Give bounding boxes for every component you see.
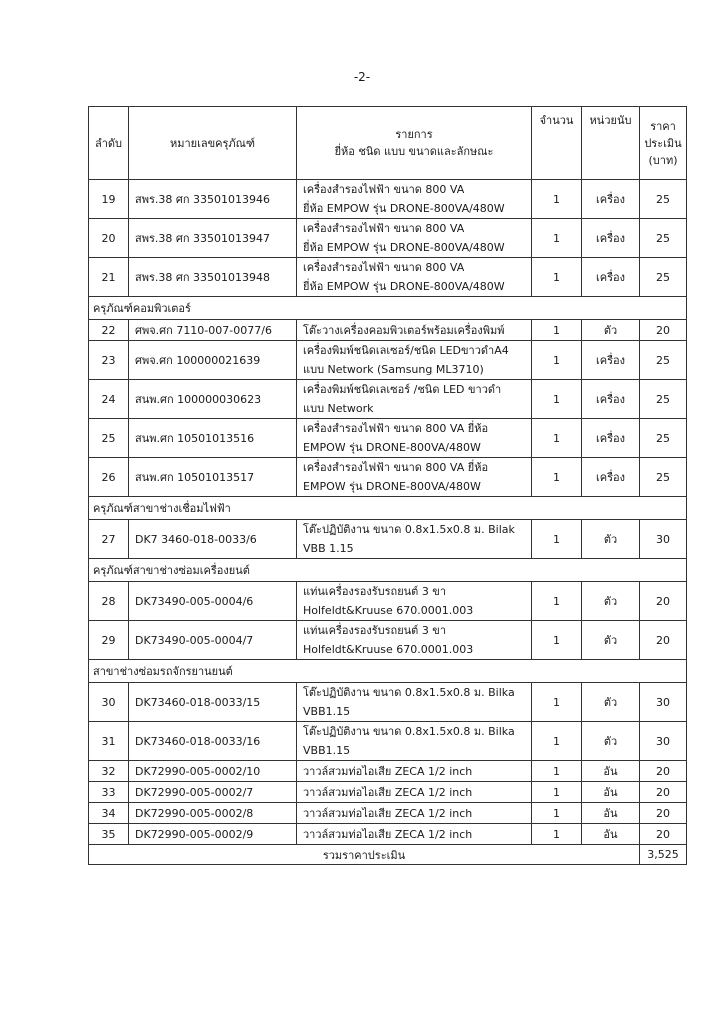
description-line2: VBB1.15 [303, 744, 351, 757]
asset-code: DK73460-018-0033/15 [129, 683, 297, 722]
item-unit: เครื่อง [582, 458, 640, 497]
asset-code: สพร.38 ศก 33501013947 [129, 219, 297, 258]
item-unit: ตัว [582, 722, 640, 761]
table-header [89, 107, 687, 180]
item-unit: เครื่อง [582, 258, 640, 297]
item-number: 23 [89, 341, 129, 380]
item-number: 32 [89, 761, 129, 782]
item-price: 20 [640, 621, 687, 660]
table-row [89, 320, 687, 341]
table-row [89, 761, 687, 782]
description-line2: ยี่ห้อ EMPOW รุ่น DRONE-800VA/480W [303, 241, 505, 254]
item-number: 22 [89, 320, 129, 341]
item-unit: เครื่อง [582, 219, 640, 258]
item-price: 25 [640, 341, 687, 380]
asset-code: DK73490-005-0004/6 [129, 582, 297, 621]
item-unit: อัน [582, 824, 640, 845]
item-quantity: 1 [532, 380, 582, 419]
asset-code: สนพ.ศก 100000030623 [129, 380, 297, 419]
table-row [89, 824, 687, 845]
section-label: สาขาช่างซ่อมรถจักรยานยนต์ [89, 660, 687, 683]
section-row [89, 660, 687, 683]
item-quantity: 1 [532, 341, 582, 380]
description-line1: วาวล์สวมท่อไอเสีย ZECA 1/2 inch [303, 827, 473, 841]
item-price: 25 [640, 419, 687, 458]
item-unit: ตัว [582, 520, 640, 559]
item-number: 20 [89, 219, 129, 258]
asset-code: DK72990-005-0002/9 [129, 824, 297, 845]
header-description [297, 107, 532, 180]
description-line1: เครื่องสำรองไฟฟ้า ขนาด 800 VA [303, 261, 465, 274]
item-description [297, 761, 532, 782]
table-row [89, 722, 687, 761]
description-line1: วาวล์สวมท่อไอเสีย ZECA 1/2 inch [303, 806, 473, 820]
description-line2: EMPOW รุ่น DRONE-800VA/480W [303, 441, 481, 454]
item-description [297, 803, 532, 824]
item-price: 30 [640, 683, 687, 722]
asset-code: สนพ.ศก 10501013517 [129, 458, 297, 497]
item-quantity: 1 [532, 824, 582, 845]
item-description [297, 320, 532, 341]
item-quantity: 1 [532, 683, 582, 722]
header-price-line3: (บาท) [648, 153, 678, 167]
section-label: ครุภัณฑ์คอมพิวเตอร์ [89, 297, 687, 320]
header-no: ลำดับ [89, 107, 129, 180]
description-line2: Holfeldt&Kruuse 670.0001.003 [303, 643, 474, 656]
description-line2: EMPOW รุ่น DRONE-800VA/480W [303, 480, 481, 493]
item-price: 30 [640, 722, 687, 761]
description-line1: โต๊ะปฏิบัติงาน ขนาด 0.8x1.5x0.8 ม. Bilka [303, 686, 515, 699]
header-description-line1: รายการ [395, 128, 433, 141]
item-number: 24 [89, 380, 129, 419]
table-row [89, 219, 687, 258]
description-line2: ยี่ห้อ EMPOW รุ่น DRONE-800VA/480W [303, 280, 505, 293]
item-unit: ตัว [582, 582, 640, 621]
asset-code: ศพจ.ศก 7110-007-0077/6 [129, 320, 297, 341]
description-line2: ยี่ห้อ EMPOW รุ่น DRONE-800VA/480W [303, 202, 505, 215]
table-row [89, 258, 687, 297]
description-line1: วาวล์สวมท่อไอเสีย ZECA 1/2 inch [303, 764, 473, 778]
asset-code: สนพ.ศก 10501013516 [129, 419, 297, 458]
item-number: 33 [89, 782, 129, 803]
item-quantity: 1 [532, 320, 582, 341]
item-number: 30 [89, 683, 129, 722]
item-unit: ตัว [582, 320, 640, 341]
section-label: ครุภัณฑ์สาขาช่างเชื่อมไฟฟ้า [89, 497, 687, 520]
table-row [89, 782, 687, 803]
asset-table [88, 106, 687, 865]
item-price: 25 [640, 458, 687, 497]
item-description [297, 582, 532, 621]
item-quantity: 1 [532, 722, 582, 761]
description-line1: เครื่องสำรองไฟฟ้า ขนาด 800 VA [303, 183, 465, 196]
description-line2: Holfeldt&Kruuse 670.0001.003 [303, 604, 474, 617]
item-number: 26 [89, 458, 129, 497]
table-row [89, 621, 687, 660]
header-quantity: จำนวน [532, 107, 582, 180]
total-label: รวมราคาประเมิน [89, 845, 640, 865]
item-unit: ตัว [582, 621, 640, 660]
section-row [89, 497, 687, 520]
header-description-line2: ยี่ห้อ ชนิด แบบ ขนาดและลักษณะ [334, 145, 494, 158]
item-description [297, 683, 532, 722]
item-number: 21 [89, 258, 129, 297]
item-quantity: 1 [532, 219, 582, 258]
item-quantity: 1 [532, 582, 582, 621]
description-line2: แบบ Network (Samsung ML3710) [303, 363, 484, 376]
total-row [89, 845, 687, 865]
item-price: 20 [640, 782, 687, 803]
asset-code: DK73490-005-0004/7 [129, 621, 297, 660]
description-line1: แท่นเครื่องรองรับรถยนต์ 3 ขา [303, 624, 447, 637]
description-line1: แท่นเครื่องรองรับรถยนต์ 3 ขา [303, 585, 447, 598]
item-quantity: 1 [532, 520, 582, 559]
item-number: 31 [89, 722, 129, 761]
header-price-line2: ประเมิน [644, 136, 682, 150]
item-price: 25 [640, 219, 687, 258]
asset-code: DK72990-005-0002/8 [129, 803, 297, 824]
description-line1: เครื่องสำรองไฟฟ้า ขนาด 800 VA ยี่ห้อ [303, 422, 489, 435]
item-quantity: 1 [532, 621, 582, 660]
header-code: หมายเลขครุภัณฑ์ [129, 107, 297, 180]
item-quantity: 1 [532, 180, 582, 219]
item-price: 20 [640, 803, 687, 824]
item-unit: เครื่อง [582, 341, 640, 380]
item-unit: อัน [582, 782, 640, 803]
item-description [297, 180, 532, 219]
item-quantity: 1 [532, 419, 582, 458]
item-unit: เครื่อง [582, 419, 640, 458]
asset-code: DK7 3460-018-0033/6 [129, 520, 297, 559]
item-price: 25 [640, 258, 687, 297]
item-quantity: 1 [532, 761, 582, 782]
table-row [89, 803, 687, 824]
item-description [297, 824, 532, 845]
item-number: 19 [89, 180, 129, 219]
item-unit: อัน [582, 803, 640, 824]
item-description [297, 782, 532, 803]
item-price: 20 [640, 824, 687, 845]
item-price: 25 [640, 380, 687, 419]
description-line1: โต๊ะปฏิบัติงาน ขนาด 0.8x1.5x0.8 ม. Bilak [303, 523, 515, 536]
page-number: -2- [353, 70, 371, 84]
item-description [297, 380, 532, 419]
item-number: 25 [89, 419, 129, 458]
description-line1: เครื่องสำรองไฟฟ้า ขนาด 800 VA [303, 222, 465, 235]
asset-code: สพร.38 ศก 33501013948 [129, 258, 297, 297]
item-description [297, 458, 532, 497]
description-line2: VBB 1.15 [303, 542, 354, 555]
item-price: 20 [640, 761, 687, 782]
item-number: 34 [89, 803, 129, 824]
asset-code: สพร.38 ศก 33501013946 [129, 180, 297, 219]
description-line1: เครื่องพิมพ์ชนิดเลเซอร์/ชนิด LEDขาวดำA4 [303, 344, 509, 357]
item-description [297, 722, 532, 761]
item-price: 20 [640, 320, 687, 341]
description-line1: เครื่องสำรองไฟฟ้า ขนาด 800 VA ยี่ห้อ [303, 461, 489, 474]
section-label: ครุภัณฑ์สาขาช่างซ่อมเครื่องยนต์ [89, 559, 687, 582]
item-quantity: 1 [532, 258, 582, 297]
description-line1: โต๊ะวางเครื่องคอมพิวเตอร์พร้อมเครื่องพิมพ์ [303, 323, 505, 337]
asset-code: ศพจ.ศก 100000021639 [129, 341, 297, 380]
table-row [89, 582, 687, 621]
section-row [89, 297, 687, 320]
table-row [89, 683, 687, 722]
asset-code: DK73460-018-0033/16 [129, 722, 297, 761]
description-line2: แบบ Network [303, 402, 374, 415]
item-quantity: 1 [532, 803, 582, 824]
table-row [89, 419, 687, 458]
item-unit: เครื่อง [582, 180, 640, 219]
item-price: 25 [640, 180, 687, 219]
table-body [89, 180, 687, 845]
section-row [89, 559, 687, 582]
header-price-line1: ราคา [650, 119, 676, 133]
item-number: 35 [89, 824, 129, 845]
item-price: 20 [640, 582, 687, 621]
header-price [640, 107, 687, 180]
item-description [297, 419, 532, 458]
table-row [89, 180, 687, 219]
item-number: 29 [89, 621, 129, 660]
description-line1: เครื่องพิมพ์ชนิดเลเซอร์ /ชนิด LED ขาวดำ [303, 383, 502, 396]
asset-code: DK72990-005-0002/10 [129, 761, 297, 782]
description-line2: VBB1.15 [303, 705, 351, 718]
table-row [89, 380, 687, 419]
table-row [89, 341, 687, 380]
item-description [297, 621, 532, 660]
item-description [297, 341, 532, 380]
item-price: 30 [640, 520, 687, 559]
item-quantity: 1 [532, 458, 582, 497]
item-number: 28 [89, 582, 129, 621]
asset-code: DK72990-005-0002/7 [129, 782, 297, 803]
item-number: 27 [89, 520, 129, 559]
item-description [297, 520, 532, 559]
description-line1: โต๊ะปฏิบัติงาน ขนาด 0.8x1.5x0.8 ม. Bilka [303, 725, 515, 738]
item-unit: ตัว [582, 683, 640, 722]
item-description [297, 219, 532, 258]
item-description [297, 258, 532, 297]
table-row [89, 458, 687, 497]
table-row [89, 520, 687, 559]
description-line1: วาวล์สวมท่อไอเสีย ZECA 1/2 inch [303, 785, 473, 799]
header-unit: หน่วยนับ [582, 107, 640, 180]
item-quantity: 1 [532, 782, 582, 803]
item-unit: เครื่อง [582, 380, 640, 419]
total-value: 3,525 [640, 845, 687, 865]
item-unit: อัน [582, 761, 640, 782]
